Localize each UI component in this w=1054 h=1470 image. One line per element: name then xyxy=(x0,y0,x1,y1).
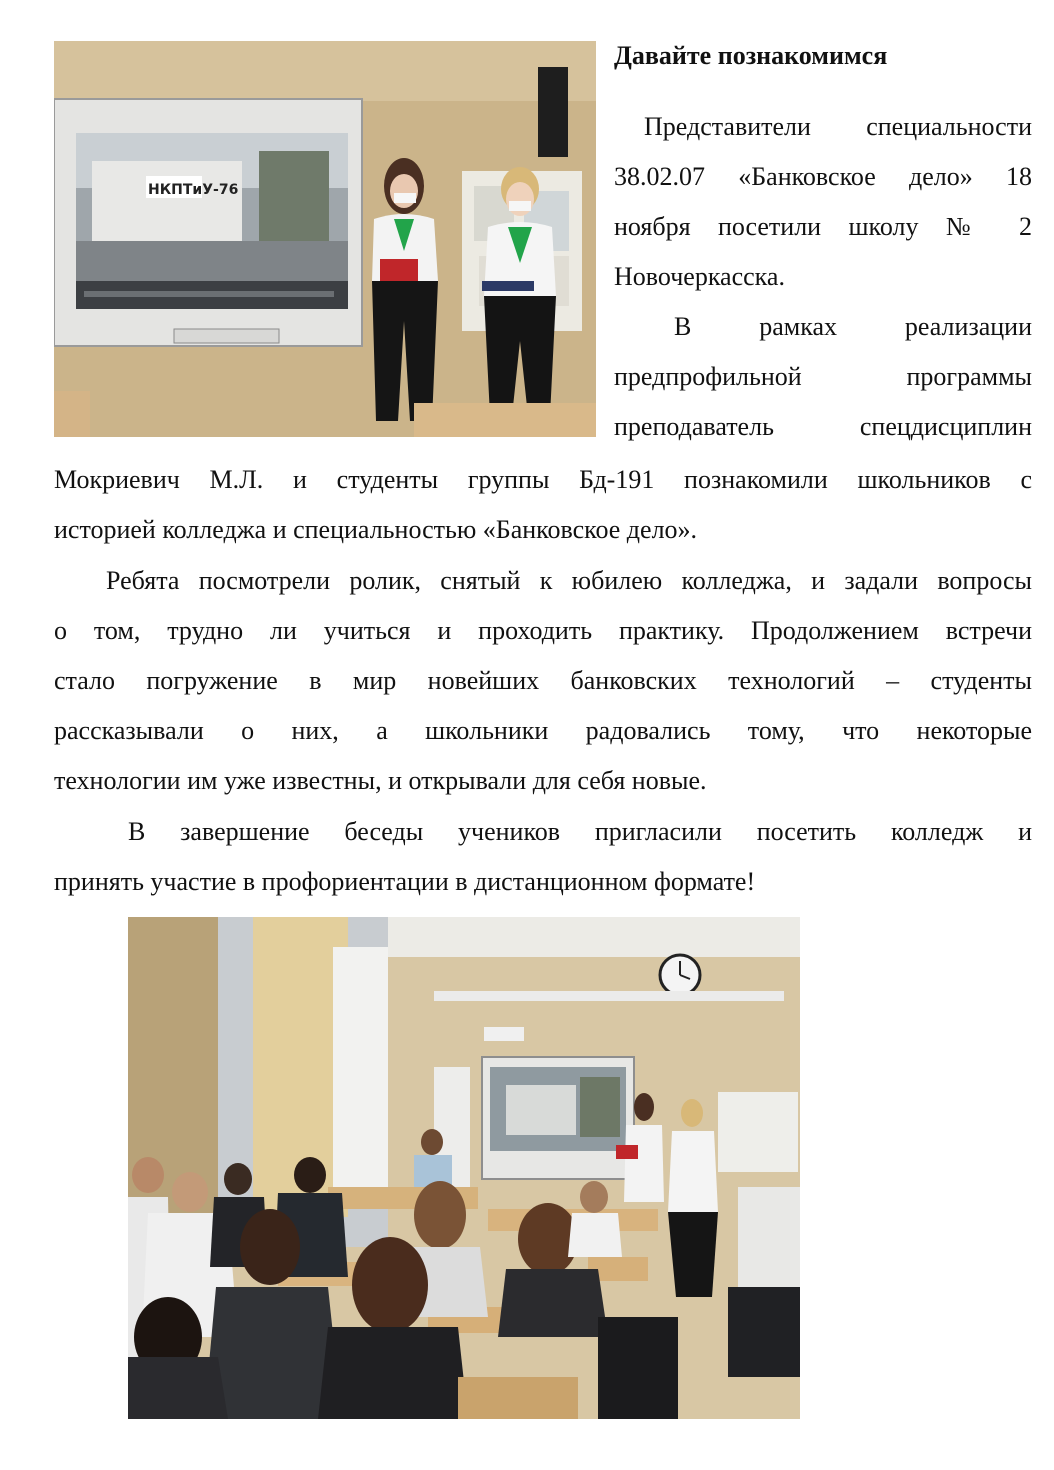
screen-sign: НКПТиУ-76 xyxy=(148,182,239,198)
text-line: 38.02.07 «Банковское дело» 18 xyxy=(614,162,1032,191)
article-title: Давайте познакомимся xyxy=(614,41,888,70)
paragraph-4 xyxy=(54,807,1032,907)
intro-column xyxy=(614,102,1032,452)
text-line: Мокриевич М.Л. и студенты группы Бд-191 познакомили школьников с xyxy=(54,465,1032,494)
text-line: Представители специальности xyxy=(644,112,1032,141)
text-line: В завершение беседы учеников пригласили посетить колледж и xyxy=(128,817,1032,846)
presentation-photo xyxy=(54,41,596,437)
text-line: принять участие в профориентации в дистанционном формате! xyxy=(54,867,756,896)
classroom-photo xyxy=(128,917,800,1419)
text-line: Новочеркасска. xyxy=(614,262,785,291)
text-line: В рамках реализации xyxy=(674,312,1032,341)
text-line: стало погружение в мир новейших банковских технологий – студенты xyxy=(54,666,1032,695)
paragraph-3 xyxy=(54,556,1032,806)
paragraph-2-continued xyxy=(54,455,1032,555)
text-line: Ребята посмотрели ролик, снятый к юбилею колледжа, и задали вопросы xyxy=(106,566,1032,595)
text-line: предпрофильной программы xyxy=(614,362,1032,391)
text-line: о том, трудно ли учиться и проходить практику. Продолжением встречи xyxy=(54,616,1032,645)
text-line: историей колледжа и специальностью «Банковское дело». xyxy=(54,515,698,544)
text-line: технологии им уже известны, и открывали для себя новые. xyxy=(54,766,707,795)
text-line: ноября посетили школу № 2 xyxy=(614,212,1032,241)
text-line: преподаватель спецдисциплин xyxy=(614,412,1032,441)
text-line: рассказывали о них, а школьники радовались тому, что некоторые xyxy=(54,716,1032,745)
